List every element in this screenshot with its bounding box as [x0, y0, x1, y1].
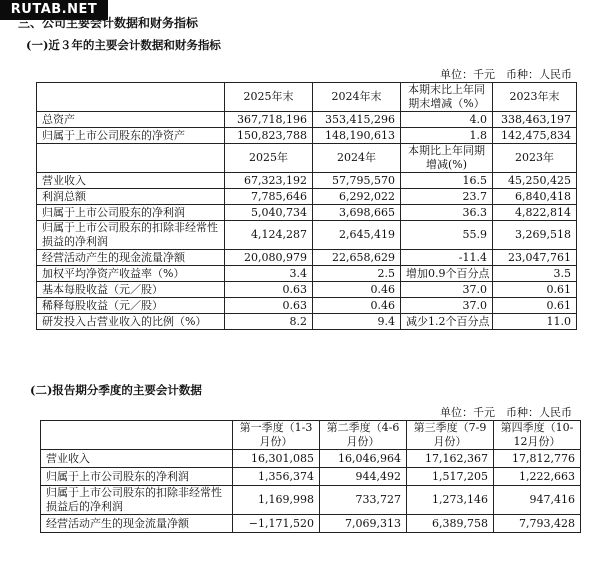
row-label: 营业收入: [37, 173, 225, 189]
cell-value: 0.61: [493, 282, 577, 298]
table2-unit: 单位：千元 币种：人民币: [440, 406, 572, 419]
table-row: [41, 486, 581, 515]
column-header: 第一季度（1-3月份）: [233, 421, 320, 450]
column-header: 第二季度（4-6月份）: [320, 421, 407, 450]
cell-value: 2,645,419: [313, 221, 401, 250]
cell-value: 1,356,374: [233, 468, 320, 486]
row-label: 利润总额: [37, 189, 225, 205]
cell-value: 150,823,788: [225, 128, 313, 144]
table1-unit: 单位：千元 币种：人民币: [440, 68, 572, 81]
column-header: 第四季度（10-12月份）: [494, 421, 581, 450]
column-header: 2025年: [225, 144, 313, 173]
cell-value: 1,169,998: [233, 486, 320, 515]
row-label: 基本每股收益（元／股）: [37, 282, 225, 298]
annual-data-table: [36, 82, 577, 330]
row-label: 总资产: [37, 112, 225, 128]
row-label: 经营活动产生的现金流量净额: [41, 515, 233, 533]
table-row: [37, 173, 577, 189]
cell-value: 6,292,022: [313, 189, 401, 205]
table-row: [37, 112, 577, 128]
cell-value: 338,463,197: [493, 112, 577, 128]
cell-value: 7,793,428: [494, 515, 581, 533]
cell-value: -11.4: [401, 250, 493, 266]
cell-value: 0.63: [225, 298, 313, 314]
cell-value: 45,250,425: [493, 173, 577, 189]
cell-value: 36.3: [401, 205, 493, 221]
cell-value: 1.8: [401, 128, 493, 144]
cell-value: 9.4: [313, 314, 401, 330]
table-row: [37, 298, 577, 314]
row-label: 归属于上市公司股东的净利润: [41, 468, 233, 486]
cell-value: 5,040,734: [225, 205, 313, 221]
cell-value: 67,323,192: [225, 173, 313, 189]
column-header: 第三季度（7-9月份）: [407, 421, 494, 450]
cell-value: 1,517,205: [407, 468, 494, 486]
cell-value: 减少1.2个百分点: [401, 314, 493, 330]
table-row: [41, 515, 581, 533]
table-row: [37, 282, 577, 298]
cell-value: 增加0.9个百分点: [401, 266, 493, 282]
column-header: [37, 83, 225, 112]
cell-value: 23.7: [401, 189, 493, 205]
cell-value: 4,822,814: [493, 205, 577, 221]
cell-value: 944,492: [320, 468, 407, 486]
cell-value: 7,785,646: [225, 189, 313, 205]
table2-subtitle: (二)报告期分季度的主要会计数据: [30, 383, 202, 397]
table-row: [37, 221, 577, 250]
cell-value: 1,222,663: [494, 468, 581, 486]
cell-value: 20,080,979: [225, 250, 313, 266]
cell-value: −1,171,520: [233, 515, 320, 533]
cell-value: 11.0: [493, 314, 577, 330]
cell-value: 37.0: [401, 282, 493, 298]
table-row: [37, 189, 577, 205]
cell-value: 0.61: [493, 298, 577, 314]
table-row: [41, 450, 581, 468]
column-header: [41, 421, 233, 450]
cell-value: 353,415,296: [313, 112, 401, 128]
column-header: 本期末比上年同期末增减（%）: [401, 83, 493, 112]
cell-value: 3,698,665: [313, 205, 401, 221]
cell-value: 1,273,146: [407, 486, 494, 515]
cell-value: 37.0: [401, 298, 493, 314]
cell-value: 22,658,629: [313, 250, 401, 266]
cell-value: 7,069,313: [320, 515, 407, 533]
row-label: 归属于上市公司股东的净利润: [37, 205, 225, 221]
cell-value: 367,718,196: [225, 112, 313, 128]
column-header: 2023年末: [493, 83, 577, 112]
header-row: [37, 83, 577, 112]
row-label: 加权平均净资产收益率（%）: [37, 266, 225, 282]
cell-value: 4.0: [401, 112, 493, 128]
header-row: [37, 144, 577, 173]
table-row: [37, 250, 577, 266]
watermark-logo: RUTAB.NET: [0, 0, 108, 20]
cell-value: 16,301,085: [233, 450, 320, 468]
row-label: 归属于上市公司股东的扣除非经常性损益后的净利润: [41, 486, 233, 515]
cell-value: 8.2: [225, 314, 313, 330]
cell-value: 6,389,758: [407, 515, 494, 533]
table1-subtitle: (一)近３年的主要会计数据和财务指标: [26, 38, 221, 52]
cell-value: 0.46: [313, 298, 401, 314]
section-title: 三、公司主要会计数据和财务指标: [18, 16, 199, 30]
cell-value: 55.9: [401, 221, 493, 250]
cell-value: 3,269,518: [493, 221, 577, 250]
cell-value: 23,047,761: [493, 250, 577, 266]
cell-value: 16.5: [401, 173, 493, 189]
cell-value: 947,416: [494, 486, 581, 515]
cell-value: 148,190,613: [313, 128, 401, 144]
row-label: 经营活动产生的现金流量净额: [37, 250, 225, 266]
column-header: 2023年: [493, 144, 577, 173]
cell-value: 17,812,776: [494, 450, 581, 468]
table-row: [37, 205, 577, 221]
column-header: 本期比上年同期增减(%): [401, 144, 493, 173]
table-row: [37, 314, 577, 330]
row-label: 营业收入: [41, 450, 233, 468]
cell-value: 0.63: [225, 282, 313, 298]
quarterly-data-table: [40, 420, 581, 533]
cell-value: 17,162,367: [407, 450, 494, 468]
cell-value: 4,124,287: [225, 221, 313, 250]
table-row: [37, 128, 577, 144]
cell-value: 142,475,834: [493, 128, 577, 144]
cell-value: 3.4: [225, 266, 313, 282]
column-header: 2025年末: [225, 83, 313, 112]
header-row: [41, 421, 581, 450]
table-row: [37, 266, 577, 282]
table-row: [41, 468, 581, 486]
cell-value: 733,727: [320, 486, 407, 515]
row-label: 稀释每股收益（元／股）: [37, 298, 225, 314]
row-label: 归属于上市公司股东的扣除非经常性损益的净利润: [37, 221, 225, 250]
row-label: 研发投入占营业收入的比例（%）: [37, 314, 225, 330]
cell-value: 0.46: [313, 282, 401, 298]
cell-value: 3.5: [493, 266, 577, 282]
cell-value: 2.5: [313, 266, 401, 282]
column-header: 2024年末: [313, 83, 401, 112]
column-header: 2024年: [313, 144, 401, 173]
cell-value: 57,795,570: [313, 173, 401, 189]
row-label: 归属于上市公司股东的净资产: [37, 128, 225, 144]
cell-value: 16,046,964: [320, 450, 407, 468]
cell-value: 6,840,418: [493, 189, 577, 205]
column-header: [37, 144, 225, 173]
